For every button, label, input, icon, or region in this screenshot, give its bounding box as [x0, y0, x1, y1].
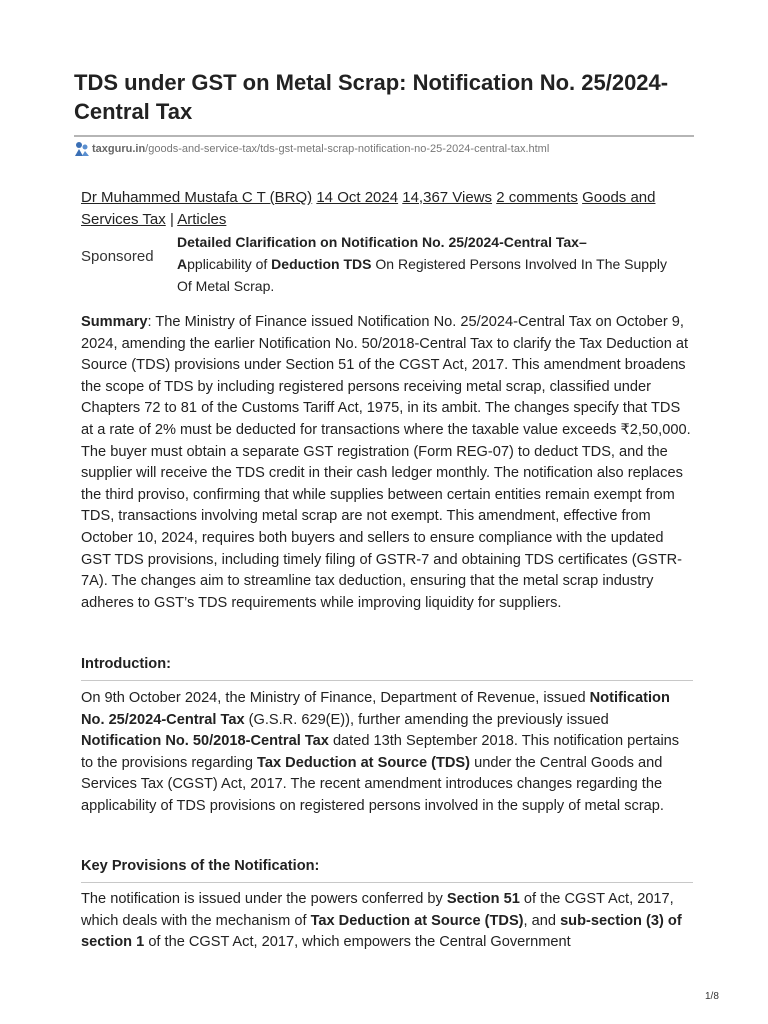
taxguru-logo-icon — [74, 141, 90, 157]
kp-text-4: of the CGST Act, 2017, which empowers the Central Government — [144, 934, 571, 951]
kp-bold-2: Tax Deduction at Source (TDS) — [310, 912, 524, 929]
source-domain: taxguru.in — [92, 143, 146, 155]
summary-paragraph — [81, 312, 693, 614]
category-link[interactable]: Goods and Services Tax — [81, 189, 656, 228]
views-link[interactable]: 14,367 Views — [402, 189, 493, 206]
sponsored-content[interactable] — [177, 231, 677, 297]
author-link[interactable]: Dr Muhammed Mustafa C T (BRQ) — [81, 189, 313, 206]
meta-separator: | — [169, 211, 174, 228]
intro-text-3: dated 13th September 2018. This notification pertains to the provisions regarding — [81, 733, 680, 771]
key-provisions-heading: Key Provisions of the Notification: — [81, 858, 320, 874]
sponsored-initial: A — [177, 256, 188, 272]
sponsored-emphasis: Deduction TDS — [271, 256, 372, 272]
sponsored-text-end: On Registered Persons Involved In The Supply Of Metal Scrap. — [177, 256, 667, 294]
introduction-divider — [81, 680, 693, 681]
kp-text-1: The notification is issued under the powers conferred by — [81, 891, 447, 907]
intro-text-2: (G.S.R. 629(E)), further amending the previously issued — [244, 711, 609, 728]
introduction-heading: Introduction: — [81, 656, 171, 672]
sponsored-label: Sponsored — [81, 248, 154, 265]
intro-bold-2: Notification No. 50/2018-Central Tax — [81, 733, 329, 750]
title-divider — [74, 135, 694, 137]
comments-link[interactable]: 2 comments — [496, 189, 578, 206]
key-provisions-paragraph — [81, 889, 693, 954]
intro-bold-3: Tax Deduction at Source (TDS) — [257, 754, 471, 771]
summary-text: : The Ministry of Finance issued Notification No. 25/2024-Central Tax on October 9, 2024, amending the earlier Notification No. 50/2018-Central Tax to clarify the Tax Deduction at Source (TDS) provisions under Section 51 of the CGST Act, 2017. This amendment broadens the scope of TDS by including registered persons receiving metal scrap, classified under Chapters 72 to 81 of the Customs Tariff Act, 1975, in its ambit. The changes specify that TDS at a rate of 2% must be deducted for transactions where the taxable value exceeds ₹2,50,000. The buyer must obtain a separate GST registration (Form REG-07) to deduct TDS, and the supplier will receive the TDS credit in their cash ledger monthly. The notification also replaces the third proviso, confirming that while supplies between certain entities remain exempt from TDS, transactions involving metal scrap are not exempt. This amendment, effective from October 10, 2024, requires both buyers and sellers to ensure compliance with the updated GST TDS provisions, including timely filing of GSTR-7 and obtaining TDS certificates (GSTR-7A). The changes aim to streamline tax deduction, ensuring that the metal scrap industry adheres to GST’s TDS requirements while improving liquidity for suppliers. — [81, 314, 691, 611]
sponsored-text: pplicability of — [187, 256, 272, 272]
page-number: 1/8 — [705, 991, 719, 1002]
page-title: TDS under GST on Metal Scrap: Notification No. 25/2024-Central Tax — [74, 70, 669, 124]
intro-text-1: On 9th October 2024, the Ministry of Finance, Department of Revenue, issued — [81, 690, 590, 706]
intro-bold-1: Notification No. 25/2024-Central Tax — [81, 690, 670, 728]
date-link[interactable]: 14 Oct 2024 — [316, 189, 399, 206]
kp-text-3: , and — [523, 912, 561, 929]
section-link[interactable]: Articles — [177, 211, 227, 228]
kp-bold-3: sub-section (3) of section 1 — [81, 912, 682, 951]
key-provisions-divider — [81, 882, 693, 883]
kp-text-2: of the CGST Act, 2017, which deals with the mechanism of — [81, 891, 674, 929]
source-url[interactable] — [74, 141, 549, 157]
intro-text-4: under the Central Goods and Services Tax (CGST) Act, 2017. The recent amendment introduces changes regarding the applicability of TDS provisions on registered persons involved in the supply of metal scrap. — [81, 754, 664, 814]
sponsored-line1: Detailed Clarification on Notification No. 25/2024-Central Tax– — [177, 234, 587, 250]
article-meta — [81, 187, 691, 231]
source-path: /goods-and-service-tax/tds-gst-metal-scrap-notification-no-25-2024-central-tax.html — [145, 143, 550, 155]
kp-bold-1: Section 51 — [446, 891, 520, 907]
introduction-paragraph — [81, 688, 693, 818]
summary-label: Summary — [81, 314, 148, 330]
